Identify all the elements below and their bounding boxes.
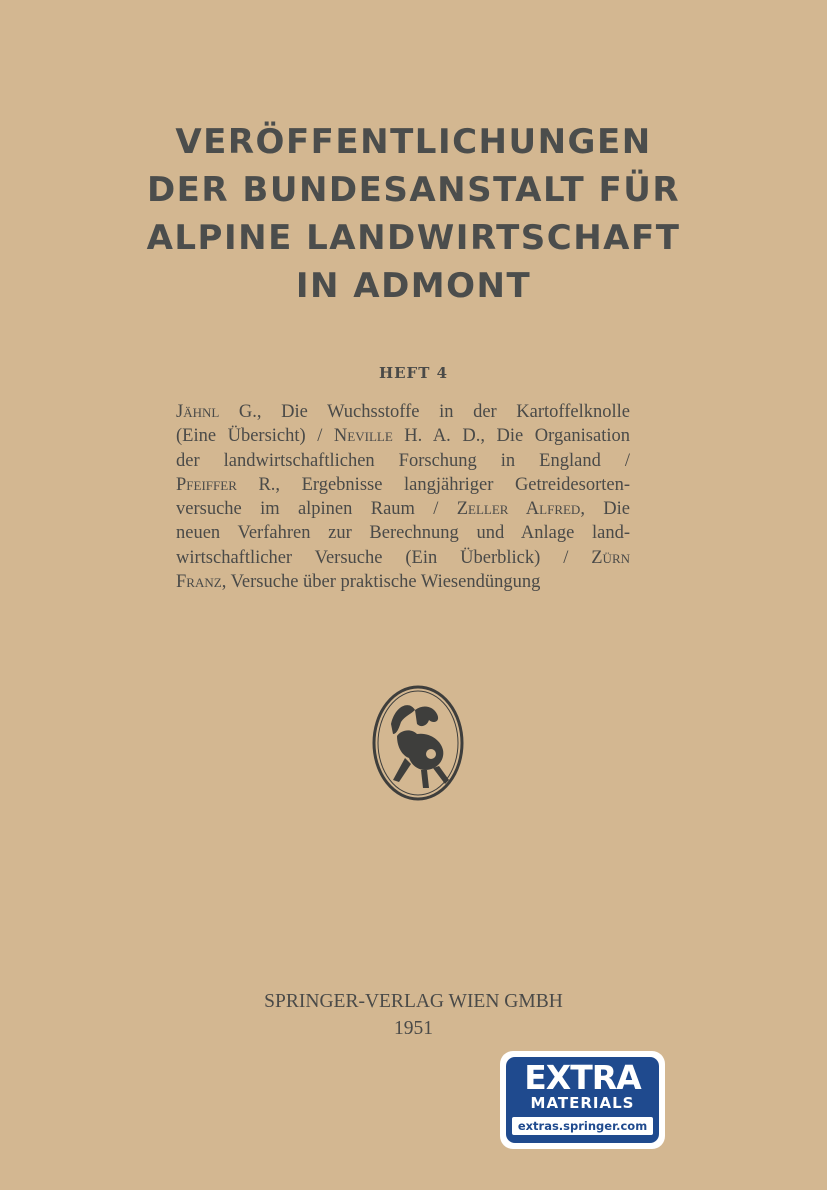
badge-materials-label: MATERIALS bbox=[530, 1094, 635, 1112]
author-name: Jähnl bbox=[176, 402, 220, 422]
contents-line bbox=[176, 424, 630, 448]
contents-text: der landwirtschaftlichen Forschung in England / bbox=[176, 450, 630, 471]
contents-line bbox=[176, 521, 630, 545]
contents-line bbox=[176, 400, 630, 424]
contents-text: neuen Verfahren zur Berechnung und Anlage land- bbox=[176, 523, 630, 544]
series-title-line-4: IN ADMONT bbox=[295, 266, 532, 306]
contents-text: (Eine Übersicht) / bbox=[176, 426, 334, 447]
contents-text: , Versuche über praktische Wiesendüngung bbox=[221, 572, 541, 593]
contents-line bbox=[176, 449, 630, 473]
series-title-line-3: ALPINE LANDWIRTSCHAFT bbox=[146, 218, 681, 258]
author-name: Pfeiffer bbox=[176, 474, 237, 495]
author-name: Zeller Alfred bbox=[456, 499, 581, 520]
publisher-name: SPRINGER-VERLAG WIEN GMBH bbox=[264, 991, 563, 1012]
contents-text: , Die bbox=[580, 499, 630, 520]
contents-line bbox=[176, 570, 630, 594]
contents-line bbox=[176, 546, 630, 570]
badge-extra-label: EXTRA bbox=[524, 1058, 641, 1097]
badge-url-link[interactable]: extras.springer.com bbox=[512, 1117, 653, 1135]
contents-text: R., Ergebnisse langjähriger Getreidesorten- bbox=[236, 474, 630, 495]
contents-text: wirtschaftlicher Versuche (Ein Überblick) / bbox=[176, 547, 592, 568]
contents-text: G., Die Wuchsstoffe in der Kartoffelknolle bbox=[219, 402, 630, 422]
table-of-contents bbox=[176, 400, 630, 594]
publisher-emblem-icon bbox=[371, 684, 465, 802]
extra-materials-badge-panel bbox=[506, 1057, 659, 1143]
series-title bbox=[0, 118, 827, 310]
contents-line bbox=[176, 473, 630, 497]
author-name: Franz bbox=[176, 572, 222, 593]
extra-materials-badge[interactable] bbox=[500, 1051, 665, 1149]
issue-number: HEFT 4 bbox=[378, 364, 449, 382]
publication-year: 1951 bbox=[394, 1018, 433, 1039]
series-title-line-1: VERÖFFENTLICHUNGEN bbox=[175, 122, 652, 162]
contents-text: H. A. D., Die Organisation bbox=[392, 426, 630, 447]
contents-line bbox=[176, 497, 630, 521]
contents-text: versuche im alpinen Raum / bbox=[176, 499, 457, 520]
author-name: Neville bbox=[333, 426, 393, 447]
publisher-imprint bbox=[0, 988, 827, 1042]
series-title-line-2: DER BUNDESANSTALT FÜR bbox=[146, 170, 681, 210]
author-name: Zürn bbox=[591, 547, 630, 568]
